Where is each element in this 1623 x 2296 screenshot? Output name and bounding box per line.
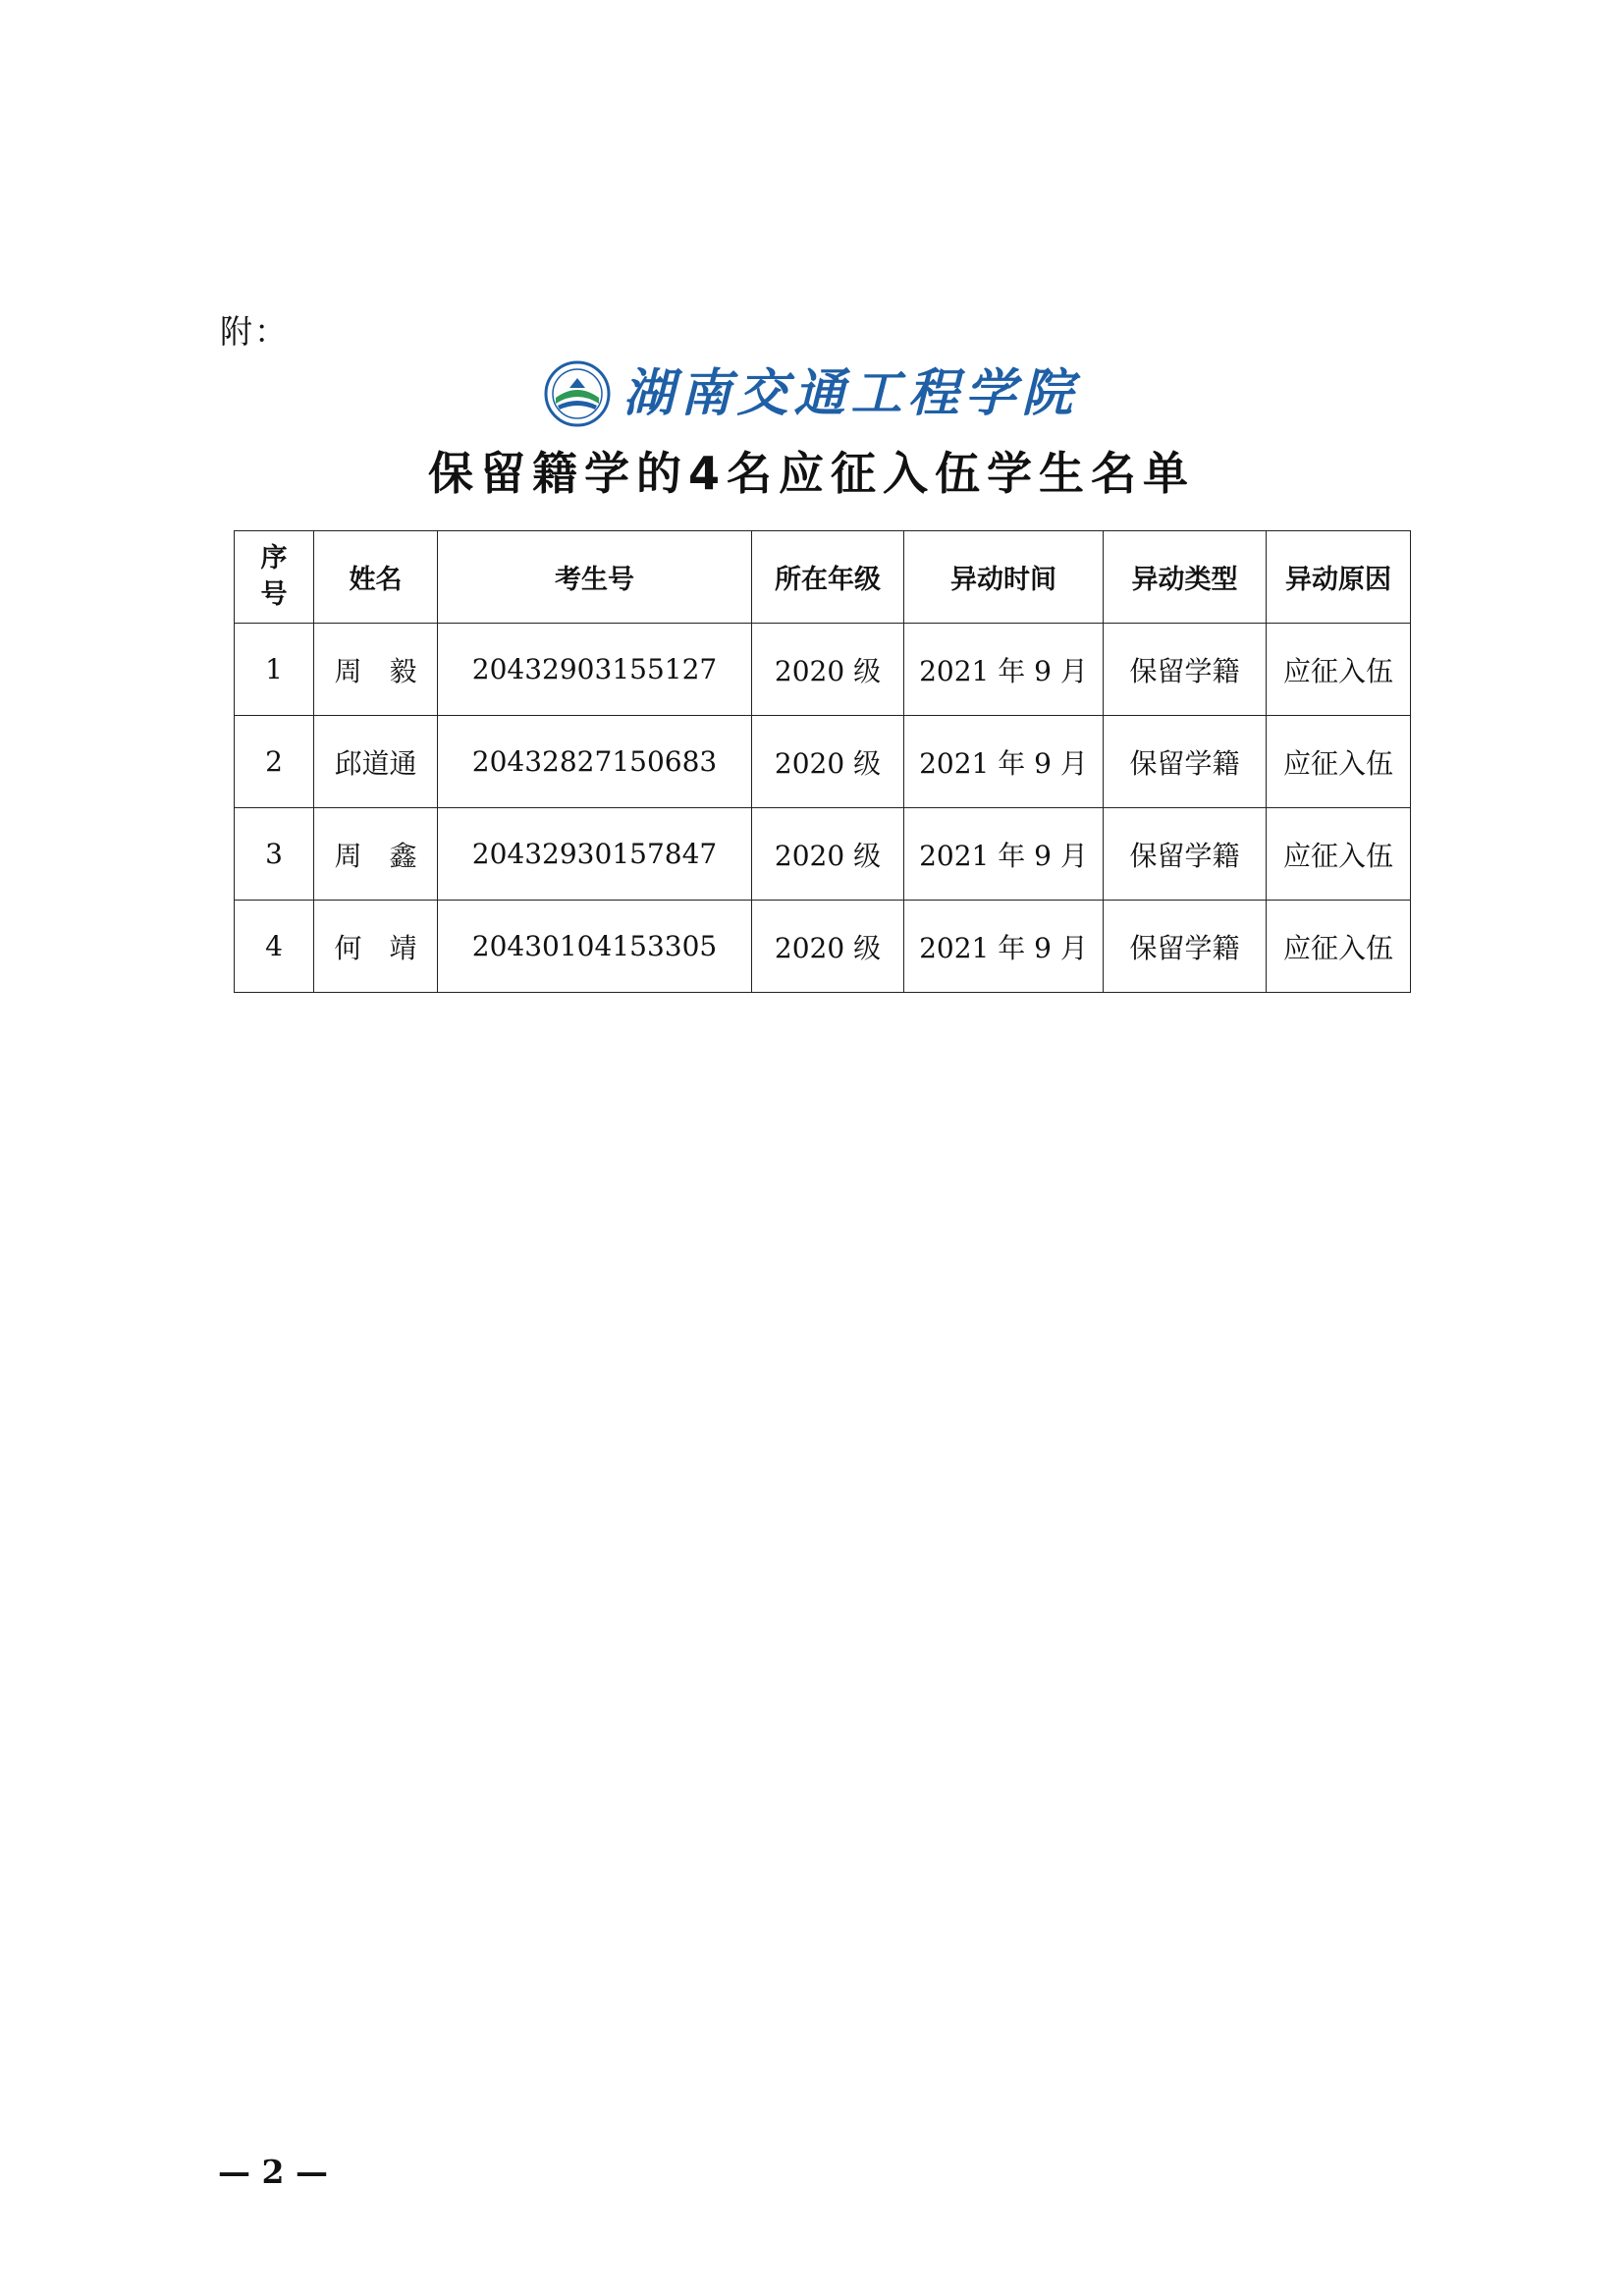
cell-grade: 2020 级 xyxy=(752,624,904,716)
column-header-exam-id: 考生号 xyxy=(438,531,752,624)
cell-change-type: 保留学籍 xyxy=(1104,808,1267,901)
cell-name: 何 靖 xyxy=(314,901,438,993)
table-row xyxy=(235,716,1411,808)
cell-grade: 2020 级 xyxy=(752,901,904,993)
page-number: — 2 — xyxy=(218,2153,328,2191)
cell-seq: 1 xyxy=(235,624,314,716)
cell-change-reason: 应征入伍 xyxy=(1267,901,1411,993)
cell-change-type: 保留学籍 xyxy=(1104,901,1267,993)
table-row xyxy=(235,901,1411,993)
column-header-change-reason: 异动原因 xyxy=(1267,531,1411,624)
table-row xyxy=(235,624,1411,716)
document-title: 保留籍学的4名应征入伍学生名单 xyxy=(427,447,1195,500)
cell-change-reason: 应征入伍 xyxy=(1267,624,1411,716)
cell-seq: 2 xyxy=(235,716,314,808)
cell-change-reason: 应征入伍 xyxy=(1267,716,1411,808)
school-header xyxy=(0,359,1623,428)
cell-exam-id: 20432903155127 xyxy=(438,624,752,716)
cell-name: 邱道通 xyxy=(314,716,438,808)
cell-change-time: 2021 年 9 月 xyxy=(904,901,1104,993)
cell-exam-id: 20432827150683 xyxy=(438,716,752,808)
cell-seq: 4 xyxy=(235,901,314,993)
cell-change-reason: 应征入伍 xyxy=(1267,808,1411,901)
column-header-seq: 序号 xyxy=(235,531,314,624)
school-emblem-icon xyxy=(544,360,611,427)
column-header-grade: 所在年级 xyxy=(752,531,904,624)
cell-name: 周 毅 xyxy=(314,624,438,716)
column-header-change-time: 异动时间 xyxy=(904,531,1104,624)
cell-change-type: 保留学籍 xyxy=(1104,716,1267,808)
student-roster-table xyxy=(234,530,1411,993)
cell-grade: 2020 级 xyxy=(752,808,904,901)
column-header-name: 姓名 xyxy=(314,531,438,624)
column-header-change-type: 异动类型 xyxy=(1104,531,1267,624)
table-header-row xyxy=(235,531,1411,624)
cell-grade: 2020 级 xyxy=(752,716,904,808)
cell-exam-id: 20430104153305 xyxy=(438,901,752,993)
cell-name: 周 鑫 xyxy=(314,808,438,901)
cell-change-time: 2021 年 9 月 xyxy=(904,808,1104,901)
cell-change-time: 2021 年 9 月 xyxy=(904,716,1104,808)
table-row xyxy=(235,808,1411,901)
cell-change-time: 2021 年 9 月 xyxy=(904,624,1104,716)
cell-change-type: 保留学籍 xyxy=(1104,624,1267,716)
school-name: 湖南交通工程学院 xyxy=(622,363,1079,423)
cell-exam-id: 20432930157847 xyxy=(438,808,752,901)
attachment-label: 附： xyxy=(220,312,289,351)
cell-seq: 3 xyxy=(235,808,314,901)
